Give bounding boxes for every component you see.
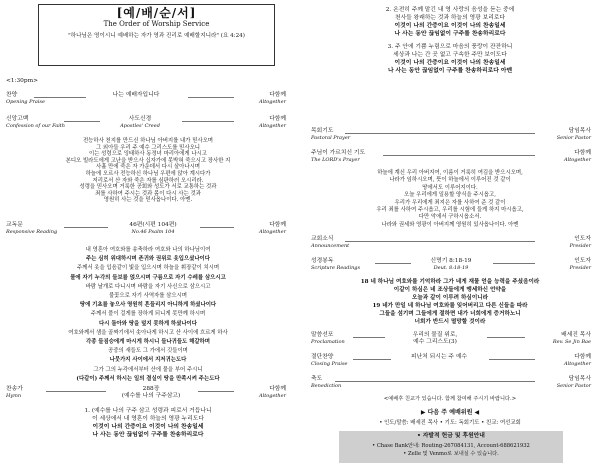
text-line: 바람 날개로 다니시며 바람을 자기 사신으로 삼으시고 — [85, 283, 211, 290]
scripture-leader: 인도자 Presider — [569, 258, 591, 271]
text-line: 불꽃으로 자기 사역자를 삼으시며 — [108, 293, 188, 300]
responsive-reading-label: 교독문 Responsive Reading — [6, 222, 58, 235]
closing-praise-leader: 다함께 Altogether — [564, 354, 591, 367]
pastoral-prayer-label: 목회기도 Pastoral Prayer — [311, 128, 351, 141]
text-line: 3. 주 안에 기쁨 누림으로 마음의 풍랑이 잔잔하니 — [387, 44, 513, 50]
hymn-verse-1 — [6, 407, 290, 439]
opening-praise-title: 나는 예배자입니다 — [112, 92, 160, 98]
title-box — [38, 4, 275, 66]
benediction-leader: 담임목사 Senior Pastor — [556, 376, 591, 389]
text-line: 그가 그의 누각에서부터 산에 물을 부어 주시니 — [93, 366, 203, 373]
creed-text: 전능하사 천지를 만드신 하나님 아버지를 내가 믿사오며 그 외아들 우리 주 예수 그리스도를 믿사오니 이는 성령으로 잉태하사 동정녀 마리아에게 나시고 본디오 빌라도에게 고난을 받으사 십자가에 못박혀 죽으시고 장사한 지 사흘 만에 죽은 자 가운데서 다시 살아나시며 하늘에 오르사 전능하신 하나님 우편에 앉아 계시다가 저리로서 산 자와 죽은 자를 심판하러 오시리라. 성령을 믿사오며 거룩한 공회와 성도가 서로 교통하는 것과 죄를 사하여 주시는 것과 몸이 다시 사는 것과 영원히 사는 것을 믿사옵나이다. 아멘. — [65, 138, 231, 204]
next-week-title: ▶ 다음 주 예배위원 ◀ — [420, 409, 480, 416]
text-line: 이 세상에서 내 영혼이 하늘의 영광 누리도다 — [92, 416, 204, 422]
text-line: 주께서 풀이 걸게를 장하게 되니게 못만께 하시며 — [90, 311, 206, 318]
sermon-label: 말씀선포 Proclamation — [311, 332, 345, 345]
sermon-preacher: 배세진 목사 Rev. Se Jin Bae — [552, 332, 591, 345]
lords-prayer-leader: 다함께 Altogether — [564, 150, 591, 163]
header-verse: "하나님은 영이시니 예배하는 자가 영과 진리로 예배할지니라" (요 4:24) — [68, 33, 245, 39]
announcement-leader: 인도자 Presider — [569, 236, 591, 249]
text-line: 여호와께서 샘을 골짜기에서 솟아나게 하시고 산 사이에 흐르게 하사 — [68, 329, 228, 336]
service-time: <1:30pm> — [6, 78, 38, 84]
closing-praise-title: 피난처 되시는 주 예수 — [411, 354, 467, 360]
text-line: 이것이 나의 간증이요 이것이 나의 찬송일세 — [92, 424, 204, 430]
next-week-staff: • 인도/말씀: 배세진 목사 • 기도: 독회기도 • 친교: 여선교회 — [379, 420, 521, 426]
text-line: 천사들 왕래하는 것과 하늘의 영광 보리로다 — [394, 15, 505, 21]
responsive-reading-leader: 다함께 Altogether — [259, 222, 286, 235]
offering-title: • 자발적 헌금 및 후원안내 — [417, 433, 485, 439]
opening-praise-leader: 다함께 Altogether — [259, 92, 286, 105]
text-line: 물에 자기 누각의 들보를 얹으시며 구름으로 자기 수레를 삼으시고 — [70, 274, 226, 281]
page-subtitle: The Order of Worship Service — [103, 20, 210, 28]
hymn-leader: 다함께 Altogether — [259, 386, 286, 399]
opening-praise-label: 찬양 Opening Praise — [6, 92, 45, 105]
text-line: 다시 돌아와 땅을 덮지 못하게 하셨나이다 — [99, 320, 197, 327]
scripture-label: 성경봉독 Scripture Readings — [311, 258, 361, 271]
text-line: 이것이 나의 간증이요 이것이 나의 찬송일세 — [394, 23, 506, 29]
hymn-label: 찬송가 Hymn — [6, 386, 23, 399]
fellowship-note: <예배후 친교가 있습니다. 함께 참여해 주시기 바랍니다.> — [383, 396, 517, 402]
text-line: 공중의 새들도 그 가에서 깃들이며 — [108, 348, 188, 355]
scripture-reference: 신명기 8:18-19 Deut. 8:18-19 — [430, 258, 472, 271]
pastoral-prayer-leader: 담임목사 Senior Pastor — [556, 128, 591, 141]
text-line: (다같이) 주께서 하시는 일의 결실이 땅을 만족시켜 주는도다 — [76, 375, 220, 382]
text-line: 나 사는 동안 끊임없이 구주를 찬송하리로다 — [394, 31, 506, 37]
text-line: 주께서 옷을 입음같이 빛을 입으시며 하늘을 휘장같이 치시며 — [76, 265, 220, 272]
sermon-title: 우리의 물질 위로, 예수 그리스도(3) — [412, 332, 458, 345]
hymn-verses-2-3 — [305, 6, 595, 75]
text-line: 이것이 나의 간증이요 이것이 나의 찬송일세 — [394, 60, 506, 66]
text-line: 땅에 기초를 놓으사 영원히 흔들리지 아니하게 하셨나이다 — [79, 302, 217, 309]
text-line: 주는 심히 위대하시며 존귀와 권위로 옷입으셨나이다 — [86, 256, 210, 263]
hymn-title: 288장 (예수를 나의 구주삼고) — [121, 386, 181, 399]
text-line: 2. 온전히 주께 맡긴 내 영 사랑의 음성을 듣는 중에 — [385, 7, 515, 13]
text-line: 세상과 나는 간 곳 없고 구속한 주만 보이도다 — [393, 52, 507, 58]
creed-label: 신앙고백 Confession of our Faith — [6, 116, 66, 129]
lords-prayer-label: 주님이 가르치신 기도 The LORD's Prayer — [311, 150, 366, 163]
text-line: 1. (예수를 나의 구주 삼고 성령과 피로서 거듭나니 — [84, 408, 212, 414]
page-title: [예/배/순/서] — [116, 6, 197, 20]
benediction-label: 축도 Benediction — [311, 376, 342, 389]
text-line: 나뭇가지 사이에서 지저귀는도다 — [109, 357, 187, 364]
creed-title: 사도신경 Apostles' Creed — [120, 116, 160, 129]
text-line: 나 사는 동안 끊임없이 구주를 찬송하리로다 아멘 — [387, 68, 513, 74]
text-line: 각종 들짐승에게 마시게 하시니 들나귀들도 해갈하며 — [86, 339, 210, 346]
closing-praise-label: 결단찬양 Closing Praise — [311, 354, 348, 367]
responsive-reading-text — [6, 246, 290, 384]
scripture-text: 18 네 하나님 여호와를 기억하라 그가 네게 재물 얻을 능력을 주셨음이라 이같이 하심은 네 조상들에게 맹세하신 언약을 오늘과 같이 이루려 하심이니라 19 네가 만일 네 하나님 여호와를 잊어버리고 다른 신들을 따라 그들을 섬기며 그들에게 절하면 내가 너희에게 증거하노니 너희가 반드시 멸망할 것이라 — [360, 279, 540, 325]
right-column — [305, 0, 600, 465]
announcement-label: 교회소식 Announcement — [311, 236, 350, 249]
responsive-reading-title: 46편(시편 104편) No.46 Psalm 104 — [129, 222, 177, 235]
offering-details: • Chase Bank안내: Routing-267084131, Account-688621932 • Zelle 및 Venmo로 보내실 수 있습니다. — [372, 443, 530, 457]
lords-prayer-text: 하늘에 계신 우리 아버지여, 이름이 거룩히 여김을 받으시오며, 나라가 임하시오며, 뜻이 하늘에서 이루어진 것 같이 땅에서도 이루어지이다. 오늘 우리에게 일용할 양식을 주시옵고, 우리가 우리에게 죄지은 자를 사하여 준 것 같이 우리 죄를 사하여 주시옵고, 우리를 시험에 들게 하지 마시옵고, 다만 악에서 구하시옵소서. 나라와 권세와 영광이 아버지께 영원히 있사옵나이다. 아멘 — [376, 170, 524, 228]
text-line: 내 영혼아 여호와를 송축하라 여호와 나의 하나님이여 — [85, 247, 211, 253]
creed-leader: 다함께 Altogether — [259, 116, 286, 129]
text-line: 나 사는 동안 끊임없이 구주를 찬송하리로다 — [92, 432, 204, 438]
